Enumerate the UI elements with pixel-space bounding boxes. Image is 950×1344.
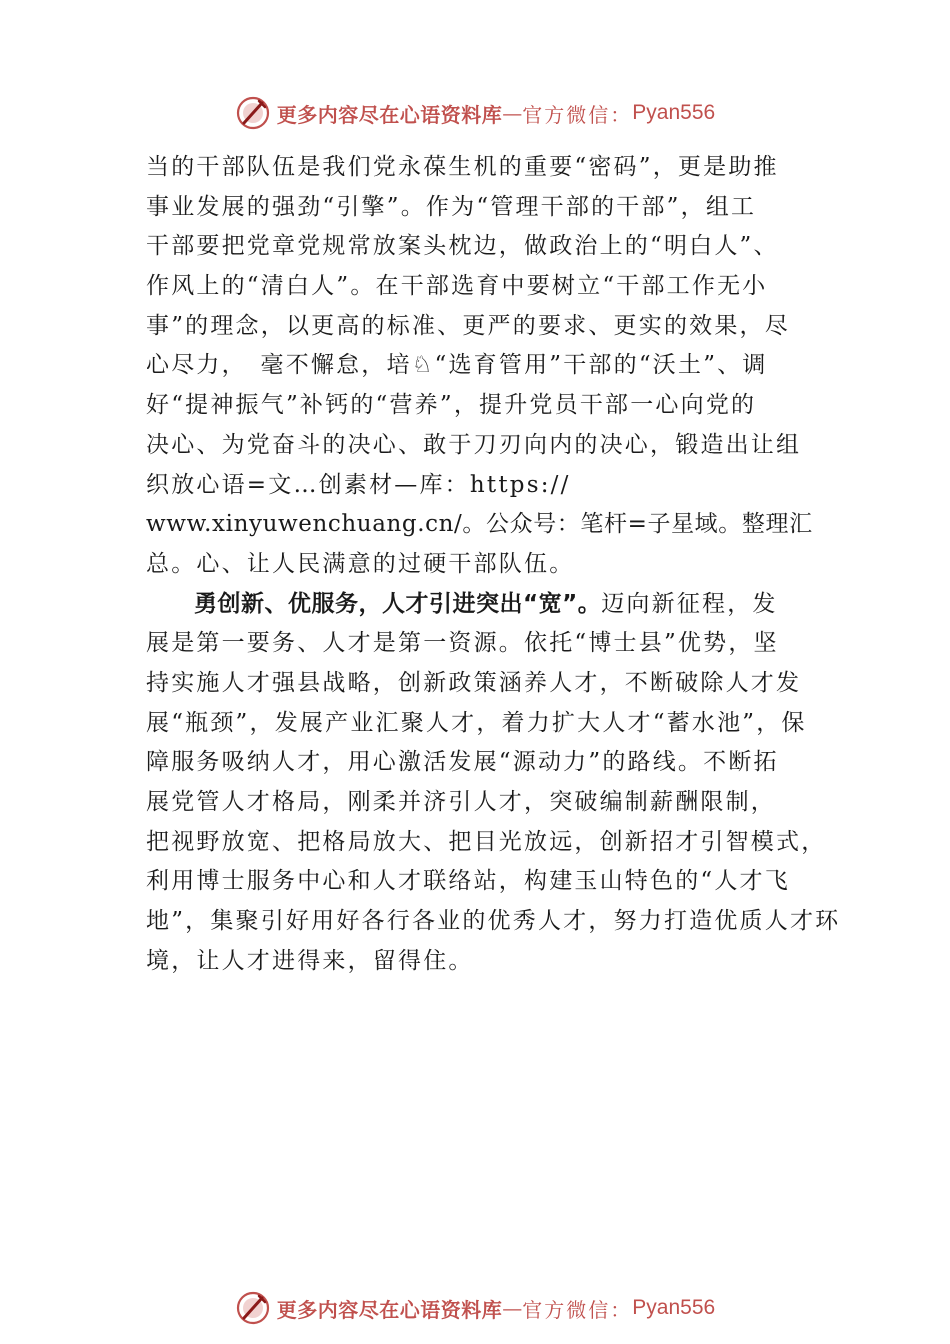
banner-title: 更多内容尽在心语资料库 <box>276 102 503 127</box>
text-line: 境，让人才进得来，留得住。 <box>146 947 474 974</box>
text-line: 当的干部队伍是我们党永葆生机的重要“密码”，更是助推 <box>146 154 779 180</box>
text-line: 把视野放宽、把格局放大、把目光放远，创新招才引智模式， <box>146 828 827 855</box>
text-line: 展党管人才格局，刚柔并济引人才，突破编制薪酬限制， <box>146 789 776 815</box>
text-line: 好“提神振气”补钙的“营养”，提升党员干部一心向党的 <box>146 392 757 419</box>
text-line: 持实施人才强县战略，创新政策涵养人才，不断破除人才发 <box>146 669 802 696</box>
footer-banner <box>0 1288 950 1328</box>
document-body <box>146 148 841 981</box>
banner-title: 更多内容尽在心语资料库 <box>276 1297 503 1322</box>
pen-seal-icon <box>235 95 271 131</box>
text-line: 展是第一要务、人才是第一资源。依托“博士县”优势，坚 <box>146 630 779 657</box>
text-line: 障服务吸纳人才，用心激活发展“源动力”的路线。不断拓 <box>146 749 779 776</box>
text-line: 事业发展的强劲“引擎”。作为“管理干部的干部”，组工 <box>146 193 757 220</box>
text-line: 事”的理念，以更高的标准、更严的要求、更实的效果，尽 <box>146 312 790 339</box>
text-line: 地”，集聚引好用好各行各业的优秀人才，努力打造优质人才环 <box>146 908 841 935</box>
paragraph-heading: 勇创新、优服务，人才引进突出“宽”。 <box>194 590 602 617</box>
paragraph-2 <box>146 585 841 982</box>
text-line: 决心、为党奋斗的决心、敢于刀刃向内的决心，锻造出让组 <box>146 431 802 458</box>
pen-seal-icon <box>235 1290 271 1326</box>
text-line <box>146 585 836 625</box>
text-line: 展“瓶颈”，发展产业汇聚人才，着力扩大人才“蓄水池”，保 <box>146 709 807 736</box>
text-run: 迈向新征程，发 <box>601 590 778 617</box>
text-line: 心尽力， 毫不懈怠，培♘“选育管用”干部的“沃土”、调 <box>146 352 768 379</box>
header-banner <box>0 93 950 133</box>
banner-dash: — <box>502 101 523 125</box>
text-line: 总。心、让人民满意的过硬干部队伍。 <box>146 550 575 577</box>
text-line: 利用博士服务中心和人才联络站，构建玉山特色的“人才飞 <box>146 868 790 895</box>
banner-wechat-id: Pyan556 <box>632 101 716 124</box>
paragraph-1 <box>146 148 836 585</box>
banner-dash: — <box>502 1296 523 1320</box>
banner-wechat-label: 官方微信： <box>522 102 633 127</box>
text-line: 干部要把党章党规常放案头枕边，做政治上的“明白人”、 <box>146 233 779 260</box>
text-line: 织放心语=文…创素材—库：https:// <box>146 471 571 498</box>
text-line: 作风上的“清白人”。在干部选育中要树立“干部工作无小 <box>146 273 768 300</box>
banner-wechat-label: 官方微信： <box>522 1297 633 1322</box>
banner-wechat-id: Pyan556 <box>632 1296 716 1319</box>
text-line: www.xinyuwenchuang.cn/。公众号：笔杆=子星域。整理汇 <box>146 511 813 538</box>
